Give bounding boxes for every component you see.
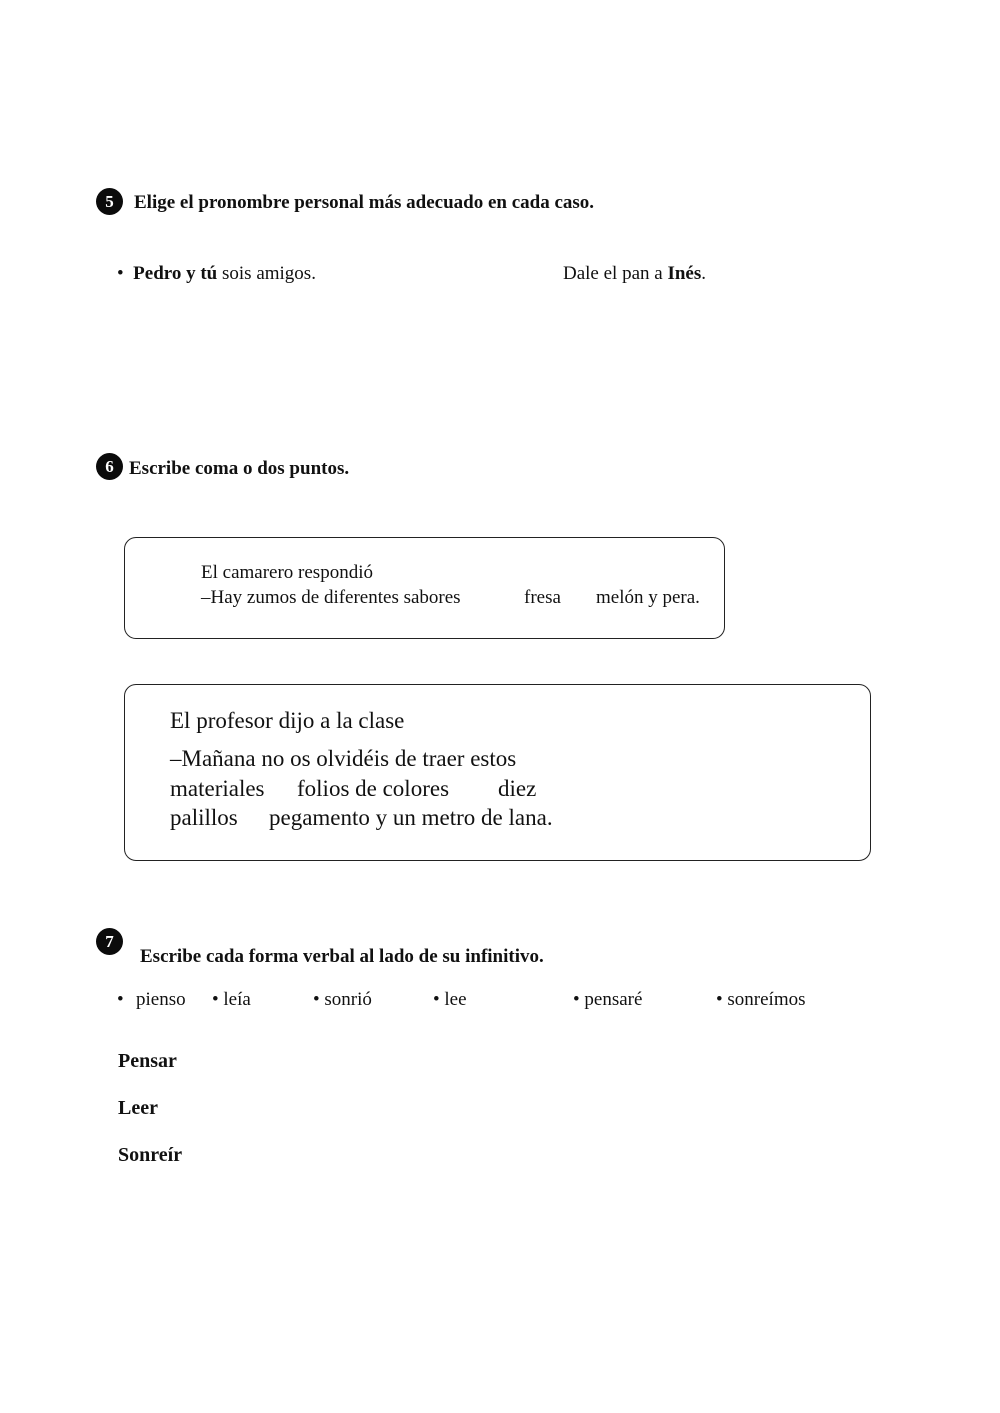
box-2-line-1: El profesor dijo a la clase bbox=[170, 708, 405, 733]
box-1-line-2-c: melón y pera. bbox=[596, 587, 700, 608]
infinitive-label: Leer bbox=[118, 1097, 158, 1119]
verb-form-bullet: • bbox=[117, 989, 124, 1010]
box-2-line-4-a: palillos bbox=[170, 805, 238, 830]
exercise-7-instruction: Escribe cada forma verbal al lado de su infinitivo. bbox=[140, 946, 544, 967]
verb-form: pienso bbox=[136, 989, 186, 1010]
subject-bold: Pedro y tú bbox=[133, 263, 218, 284]
box-1-line-2-b: fresa bbox=[524, 587, 561, 608]
infinitive-label: Sonreír bbox=[118, 1144, 183, 1166]
verb-form: • leía bbox=[212, 989, 251, 1010]
box-1-line-1: El camarero respondió bbox=[201, 562, 373, 583]
sentence-start: Dale el pan a bbox=[563, 263, 668, 284]
box-2-line-3-b: folios de colores bbox=[297, 776, 450, 801]
bullet: • bbox=[117, 263, 124, 284]
verb-form: • pensaré bbox=[573, 989, 643, 1010]
exercise-5-item-1 bbox=[117, 263, 316, 285]
exercise-number-badge: 7 bbox=[96, 928, 123, 955]
exercise-number-badge: 6 bbox=[96, 453, 123, 480]
infinitive-label: Pensar bbox=[118, 1050, 177, 1072]
box-2-line-4-b: pegamento y un metro de lana. bbox=[269, 805, 553, 830]
box-1-line-2-a: –Hay zumos de diferentes sabores bbox=[201, 587, 461, 608]
sentence-end: . bbox=[701, 263, 706, 284]
box-2-line-3-a: materiales bbox=[170, 776, 265, 801]
verb-form: • sonreímos bbox=[716, 989, 806, 1010]
exercise-5-item-2 bbox=[563, 263, 706, 285]
object-bold: Inés bbox=[667, 263, 702, 284]
verb-form: • sonrió bbox=[313, 989, 372, 1010]
exercise-number-badge: 5 bbox=[96, 188, 123, 215]
box-2-line-2: –Mañana no os olvidéis de traer estos bbox=[170, 746, 517, 771]
box-2-line-3-c: diez bbox=[498, 776, 537, 801]
exercise-6-instruction: Escribe coma o dos puntos. bbox=[129, 458, 350, 479]
verb-form: • lee bbox=[433, 989, 467, 1010]
exercise-5-instruction: Elige el pronombre personal más adecuado en cada caso. bbox=[134, 192, 595, 213]
sentence-rest: sois amigos. bbox=[217, 263, 316, 284]
